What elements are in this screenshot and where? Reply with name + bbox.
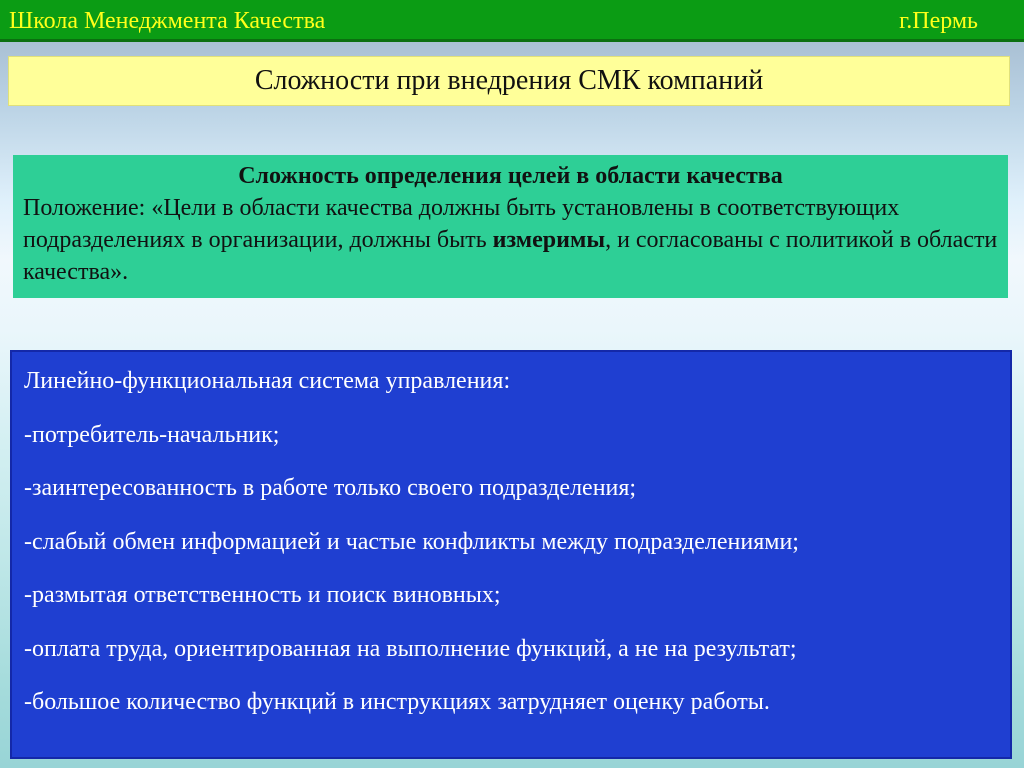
- list-item: -размытая ответственность и поиск виновных;: [24, 582, 501, 608]
- list-item: -заинтересованность в работе только своего подразделения;: [24, 475, 637, 501]
- list-item: -слабый обмен информацией и частые конфликты между подразделениями;: [24, 528, 799, 555]
- position-text-part-1: Положение: «Цели в области качества должны быть установлены в соответствующих подразделениях в организации, должны быть: [23, 195, 900, 253]
- position-text-part-2: , и согласованы с политикой в области качества».: [23, 227, 998, 285]
- list-item: -оплата труда, ориентированная на выполнение функций, а не на результат;: [24, 635, 797, 662]
- list-item: -потребитель-начальник;: [24, 421, 280, 448]
- list-item: -большое количество функций в инструкциях затрудняет оценку работы.: [24, 689, 770, 715]
- city-name: г.Пермь: [899, 8, 978, 34]
- problems-list-block: [10, 350, 1012, 759]
- school-name: Школа Менеджмента Качества: [9, 8, 326, 34]
- slide-title: Сложности при внедрения СМК компаний: [254, 65, 764, 96]
- list-heading: Линейно-функциональная система управления:: [24, 368, 511, 394]
- header-bar: [0, 0, 1024, 42]
- position-text: [23, 192, 998, 288]
- position-block: [13, 155, 1008, 298]
- position-text-bold: измеримы: [492, 227, 606, 253]
- slide-title-box: [8, 56, 1010, 106]
- position-heading: Сложность определения целей в области качества: [238, 163, 783, 189]
